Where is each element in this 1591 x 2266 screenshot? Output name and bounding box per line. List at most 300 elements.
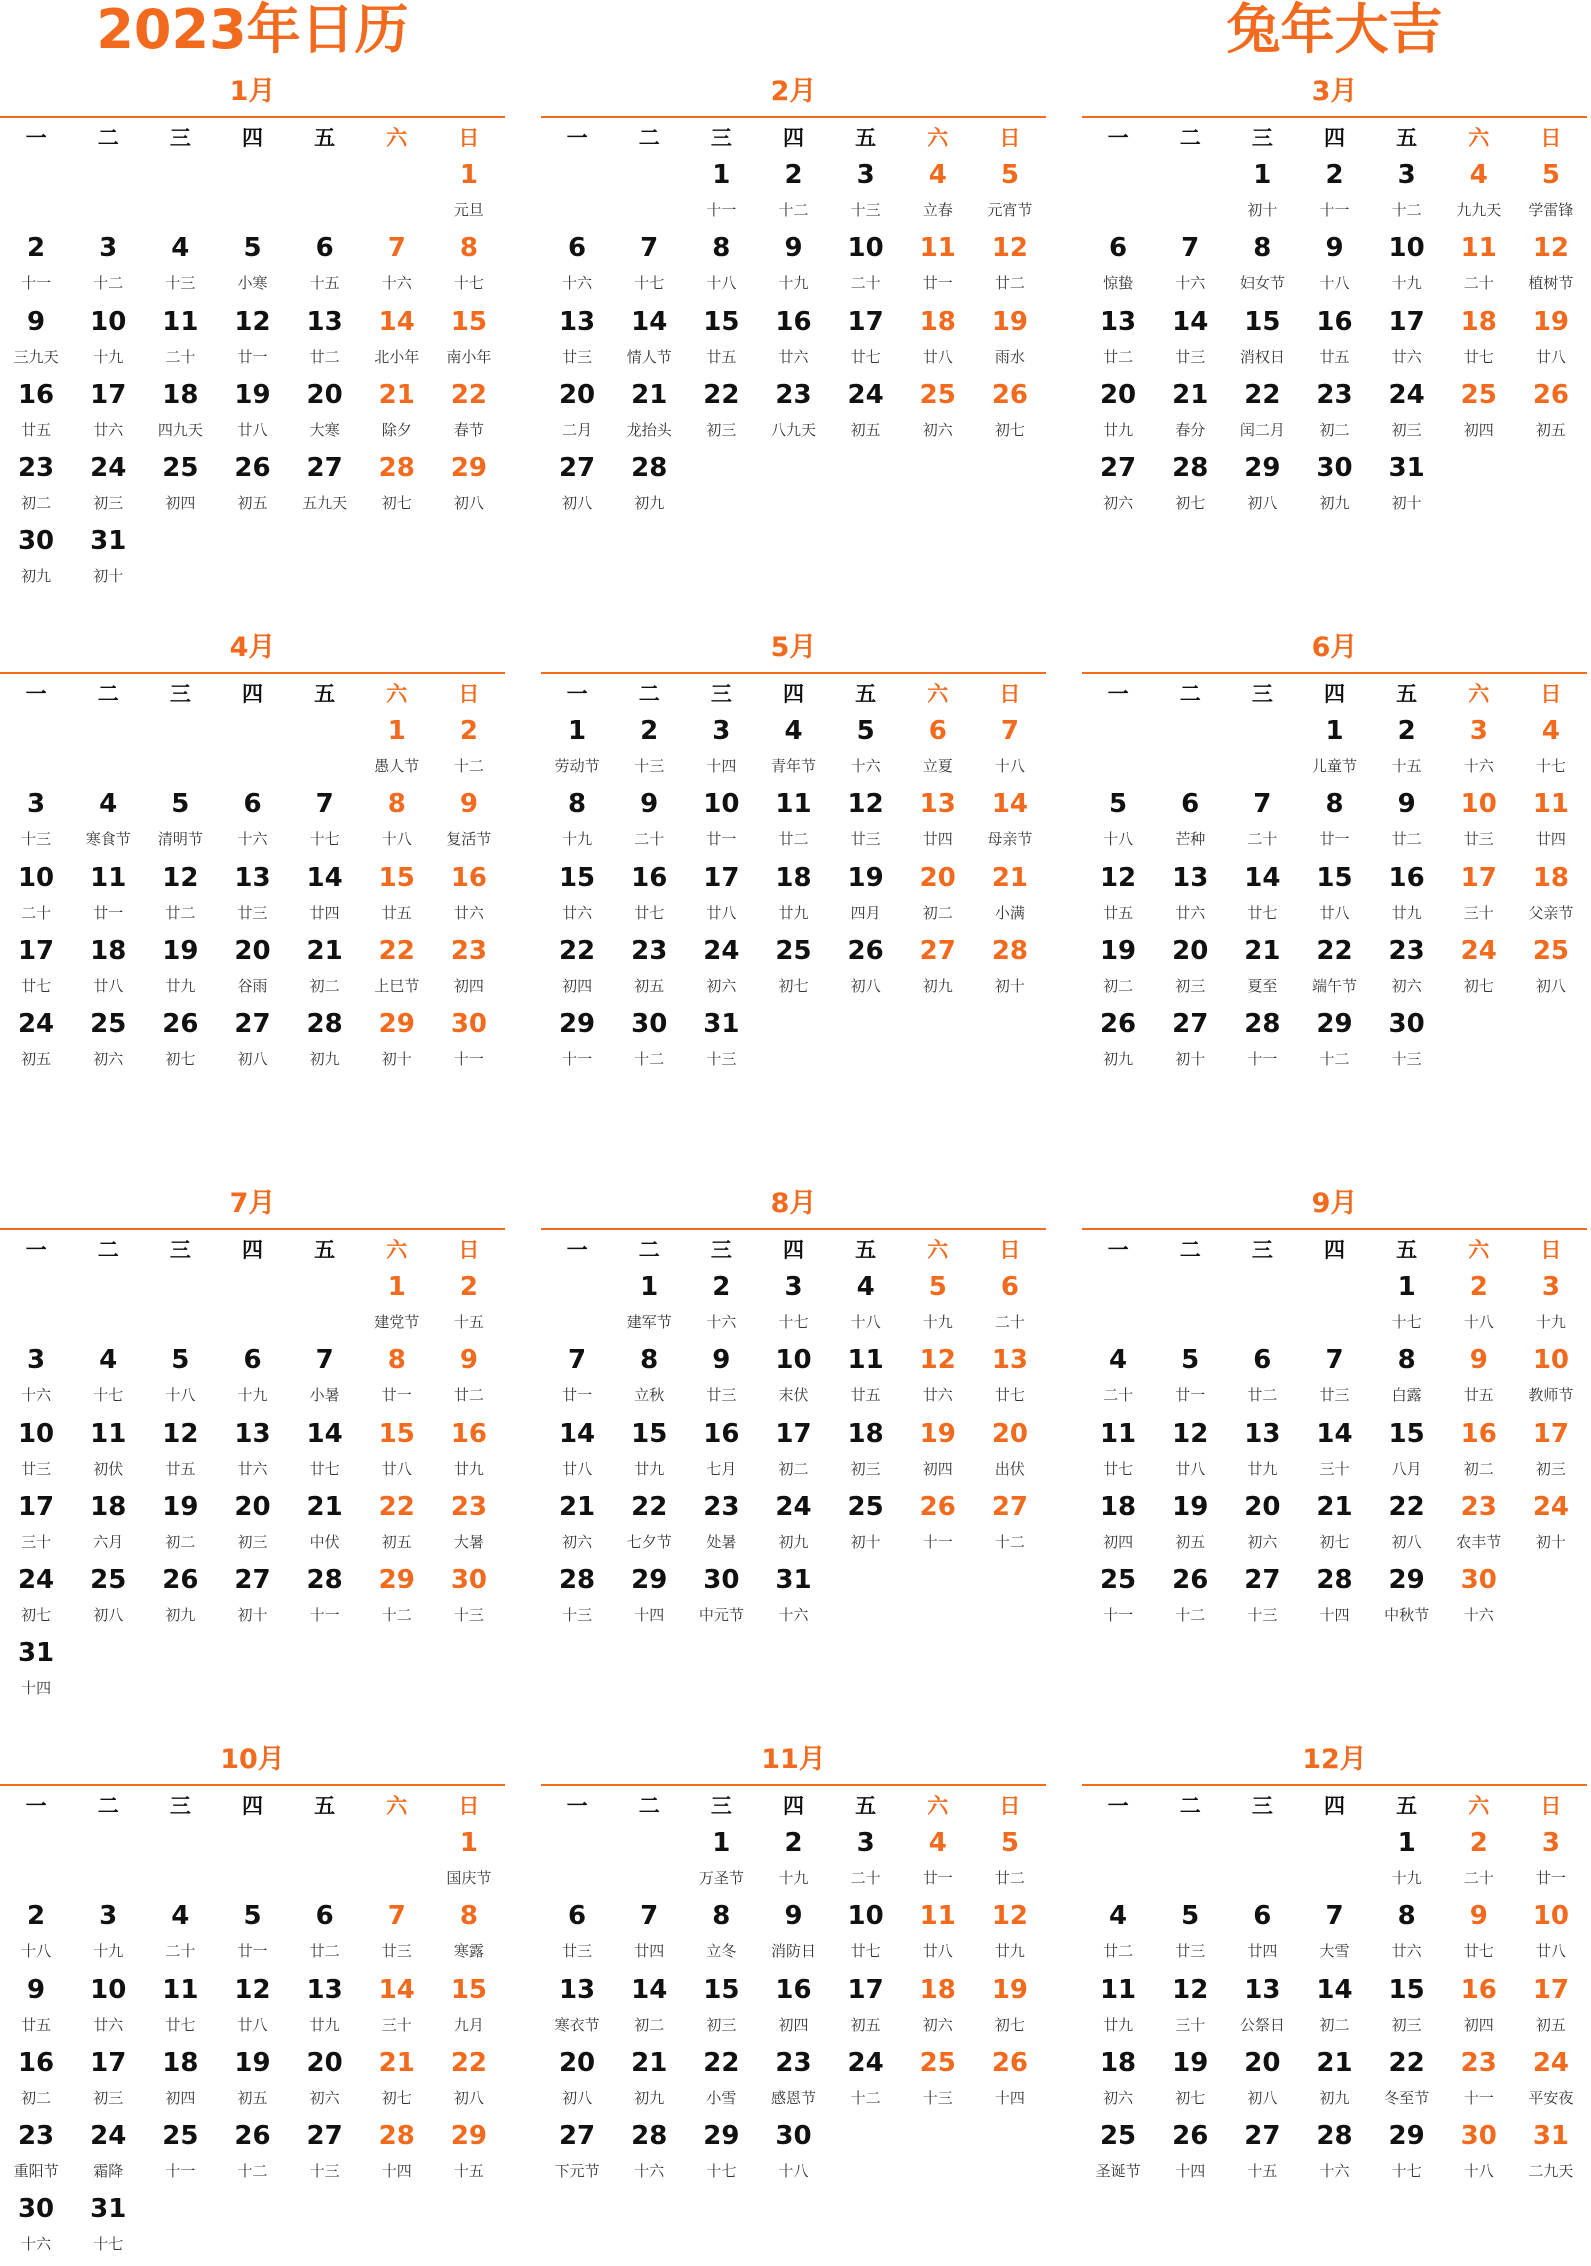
- day-cell: [1515, 1343, 1587, 1413]
- day-number: 11: [90, 1418, 127, 1449]
- weekday-label: 一: [25, 1238, 47, 1262]
- day-number: 4: [928, 1828, 947, 1858]
- lunar-date-label: 廿七: [1463, 1942, 1494, 1961]
- day-number: 31: [775, 1565, 812, 1596]
- day-cell: [830, 1417, 902, 1487]
- day-number: 6: [1000, 1272, 1019, 1302]
- day-cell: [757, 1490, 829, 1560]
- day-number: 5: [1541, 160, 1560, 190]
- lunar-date-label: 初十: [93, 567, 124, 586]
- weekday-label: 四: [1323, 1238, 1345, 1262]
- lunar-date-label: 廿三: [1463, 830, 1494, 849]
- weekday-label: 五: [1396, 1794, 1418, 1818]
- empty-day-cell: [541, 158, 613, 228]
- day-cell: [974, 1899, 1046, 1969]
- lunar-date-label: 十三: [634, 757, 665, 775]
- day-cell: [1443, 1270, 1515, 1340]
- lunar-date-label: 十三: [850, 201, 881, 219]
- day-number: 12: [162, 1418, 199, 1449]
- lunar-date-label: 十七: [453, 274, 484, 293]
- day-cell: [361, 1007, 433, 1077]
- day-number: 16: [703, 1418, 740, 1449]
- lunar-date-label: 处暑: [706, 1532, 737, 1551]
- lunar-date-label: 初九: [309, 1050, 340, 1069]
- day-cell: [1443, 1973, 1515, 2043]
- lunar-date-label: 廿五: [381, 903, 412, 922]
- day-cell: [1082, 231, 1154, 301]
- day-cell: [1371, 2046, 1443, 2116]
- day-number: 19: [1099, 935, 1137, 966]
- lunar-date-label: 初五: [237, 494, 268, 513]
- weekday-label: 四: [782, 126, 804, 150]
- lunar-date-label: 初十: [1535, 1532, 1566, 1551]
- lunar-date-label: 十八: [850, 1313, 881, 1331]
- month-march: [1082, 68, 1587, 521]
- weekday-header: [541, 674, 1046, 714]
- day-cell: [541, 1007, 613, 1077]
- day-number: 10: [17, 1418, 55, 1449]
- weekday-label: 日: [999, 682, 1021, 706]
- month-title: 9月: [1082, 1180, 1587, 1230]
- lunar-date-label: 初九: [165, 1606, 196, 1625]
- weekday-label: 五: [314, 126, 336, 150]
- day-cell: [1226, 2046, 1298, 2116]
- day-cell: [1515, 1826, 1587, 1896]
- day-number: 25: [1532, 935, 1570, 966]
- day-cell: [757, 1826, 829, 1896]
- lunar-date-label: 廿六: [922, 1386, 953, 1405]
- day-number: 21: [631, 2047, 668, 2078]
- lunar-date-label: 大寒: [309, 420, 340, 439]
- day-number: 2: [784, 160, 803, 190]
- day-number: 9: [784, 1901, 803, 1932]
- day-cell: [613, 1007, 685, 1077]
- day-number: 31: [1532, 2121, 1570, 2152]
- lunar-date-label: 十三: [309, 2162, 340, 2181]
- month-december: [1082, 1736, 1587, 2189]
- lunar-date-label: 重阳节: [13, 2162, 59, 2181]
- day-cell: [1082, 934, 1154, 1004]
- lunar-date-label: 初四: [165, 494, 196, 513]
- day-cell: [1226, 934, 1298, 1004]
- lunar-date-label: 十二: [850, 2088, 881, 2107]
- weekday-label: 三: [169, 1794, 191, 1818]
- day-cell: [830, 787, 902, 857]
- day-cell: [685, 934, 757, 1004]
- lunar-date-label: 十五: [309, 274, 340, 293]
- lunar-date-label: 初八: [237, 1050, 268, 1069]
- day-cell: [1515, 1270, 1587, 1340]
- day-cell: [1154, 1563, 1226, 1633]
- empty-day-cell: [1082, 1826, 1154, 1896]
- day-number: 1: [459, 1828, 478, 1858]
- lunar-date-label: 廿五: [706, 347, 737, 366]
- lunar-date-label: 大暑: [453, 1532, 484, 1551]
- day-number: 8: [712, 233, 731, 264]
- day-cell: [0, 524, 72, 594]
- day-cell: [613, 1490, 685, 1560]
- day-number: 10: [847, 1901, 884, 1932]
- day-cell: [613, 451, 685, 521]
- lunar-date-label: 二十: [1463, 274, 1494, 293]
- day-cell: [974, 1343, 1046, 1413]
- day-cell: [216, 787, 288, 857]
- day-number: 26: [1532, 379, 1570, 410]
- weekday-label: 三: [1251, 682, 1273, 706]
- day-number: 5: [1000, 160, 1019, 190]
- lunar-date-label: 初三: [706, 2015, 737, 2034]
- day-cell: [216, 1007, 288, 1077]
- month-september: [1082, 1180, 1587, 1633]
- weekday-label: 六: [927, 1794, 949, 1818]
- day-number: 29: [1316, 1009, 1353, 1040]
- day-cell: [216, 1973, 288, 2043]
- day-number: 21: [1172, 379, 1209, 410]
- day-cell: [1298, 1973, 1370, 2043]
- lunar-date-label: 初七: [21, 1606, 52, 1625]
- day-number: 2: [712, 1272, 731, 1302]
- lunar-date-label: 圣诞节: [1095, 2162, 1141, 2181]
- day-cell: [1371, 1343, 1443, 1413]
- day-number: 5: [928, 1272, 947, 1302]
- lunar-date-label: 初七: [1319, 1532, 1350, 1551]
- lunar-date-label: 公祭日: [1239, 2015, 1285, 2034]
- day-cell: [216, 1417, 288, 1487]
- day-cell: [1082, 305, 1154, 375]
- lunar-date-label: 廿一: [922, 1869, 953, 1887]
- lunar-date-label: 十八: [994, 757, 1025, 775]
- day-cell: [1371, 1826, 1443, 1896]
- day-cell: [0, 934, 72, 1004]
- day-cell: [433, 1343, 505, 1413]
- day-number: 2: [640, 716, 659, 746]
- day-number: 24: [703, 935, 740, 966]
- day-cell: [1082, 1563, 1154, 1633]
- lunar-date-label: 谷雨: [237, 976, 268, 995]
- day-cell: [685, 1826, 757, 1896]
- day-cell: [144, 1490, 216, 1560]
- day-cell: [1443, 934, 1515, 1004]
- lunar-date-label: 六月: [93, 1532, 124, 1551]
- month-title: 4月: [0, 624, 505, 674]
- day-cell: [1226, 305, 1298, 375]
- day-cell: [72, 1899, 144, 1969]
- day-cell: [1298, 1007, 1370, 1077]
- day-cell: [613, 1563, 685, 1633]
- day-cell: [0, 231, 72, 301]
- day-number: 30: [631, 1009, 668, 1040]
- day-number: 1: [387, 716, 406, 746]
- day-number: 18: [1099, 1491, 1137, 1522]
- day-cell: [144, 861, 216, 931]
- day-number: 28: [306, 1009, 343, 1040]
- day-cell: [144, 787, 216, 857]
- month-january: [0, 68, 505, 594]
- weekday-label: 四: [241, 1238, 263, 1262]
- day-number: 26: [991, 2047, 1029, 2078]
- day-number: 5: [1181, 1345, 1200, 1376]
- lunar-date-label: 初十: [850, 1532, 881, 1551]
- day-cell: [685, 1343, 757, 1413]
- day-cell: [1082, 2119, 1154, 2189]
- day-number: 3: [1469, 716, 1488, 746]
- day-number: 27: [306, 453, 343, 484]
- day-cell: [1371, 231, 1443, 301]
- day-cell: [1154, 1490, 1226, 1560]
- day-cell: [1515, 1490, 1587, 1560]
- day-number: 16: [1460, 1418, 1497, 1449]
- weekday-label: 三: [1251, 1794, 1273, 1818]
- day-cell: [289, 934, 361, 1004]
- day-number: 26: [847, 935, 884, 966]
- lunar-date-label: 十七: [634, 274, 665, 293]
- day-cell: [144, 1973, 216, 2043]
- lunar-date-label: 十一: [922, 1532, 953, 1551]
- day-number: 3: [27, 789, 46, 820]
- lunar-date-label: 初九: [1103, 1050, 1134, 1069]
- day-cell: [1082, 1973, 1154, 2043]
- lunar-date-label: 初二: [778, 1459, 809, 1478]
- day-cell: [1082, 1490, 1154, 1560]
- lunar-date-label: 初三: [237, 1532, 268, 1551]
- day-cell: [541, 714, 613, 784]
- day-number: 31: [703, 1009, 740, 1040]
- lunar-date-label: 劳动节: [554, 757, 600, 775]
- lunar-date-label: 十九: [778, 1869, 809, 1887]
- day-cell: [1154, 1973, 1226, 2043]
- lunar-date-label: 十九: [237, 1386, 268, 1405]
- weekday-label: 六: [927, 126, 949, 150]
- day-cell: [1226, 1490, 1298, 1560]
- days-grid: [0, 1270, 505, 1706]
- weekday-label: 二: [97, 682, 119, 706]
- lunar-date-label: 廿四: [922, 830, 953, 849]
- day-number: 16: [450, 862, 488, 893]
- empty-day-cell: [72, 158, 144, 228]
- day-number: 27: [234, 1565, 271, 1596]
- day-number: 6: [1181, 789, 1200, 820]
- day-cell: [1082, 1417, 1154, 1487]
- day-number: 18: [90, 1491, 127, 1522]
- lunar-date-label: 廿六: [453, 903, 484, 922]
- day-number: 1: [1397, 1828, 1416, 1858]
- day-number: 12: [234, 306, 271, 337]
- day-number: 28: [1172, 453, 1209, 484]
- day-cell: [144, 1563, 216, 1633]
- day-cell: [1443, 1490, 1515, 1560]
- lunar-date-label: 十七: [1391, 1313, 1422, 1331]
- day-cell: [0, 451, 72, 521]
- lunar-date-label: 初七: [1175, 494, 1206, 513]
- weekday-label: 日: [1540, 682, 1562, 706]
- day-cell: [72, 451, 144, 521]
- day-cell: [1443, 378, 1515, 448]
- day-cell: [1154, 231, 1226, 301]
- lunar-date-label: 十六: [1175, 274, 1206, 293]
- day-number: 28: [378, 453, 415, 484]
- day-number: 13: [1099, 306, 1137, 337]
- day-cell: [289, 1490, 361, 1560]
- day-cell: [613, 231, 685, 301]
- lunar-date-label: 二十: [850, 274, 881, 293]
- day-cell: [757, 158, 829, 228]
- day-number: 2: [1325, 160, 1344, 190]
- day-number: 18: [90, 935, 127, 966]
- day-cell: [289, 1417, 361, 1487]
- day-cell: [613, 1417, 685, 1487]
- day-cell: [685, 861, 757, 931]
- day-cell: [289, 451, 361, 521]
- day-number: 2: [459, 1272, 478, 1302]
- day-number: 7: [640, 233, 659, 264]
- day-number: 16: [775, 306, 812, 337]
- lunar-date-label: 十三: [1247, 1606, 1278, 1625]
- day-number: 17: [703, 862, 740, 893]
- month-title: 6月: [1082, 624, 1587, 674]
- day-number: 17: [847, 1974, 884, 2005]
- month-title: 8月: [541, 1180, 1046, 1230]
- lunar-date-label: 下元节: [554, 2162, 600, 2181]
- day-cell: [0, 305, 72, 375]
- lunar-date-label: 十八: [706, 274, 737, 293]
- lunar-date-label: 十八: [165, 1386, 196, 1405]
- lunar-date-label: 初二: [1319, 420, 1350, 439]
- day-number: 30: [1388, 1009, 1425, 1040]
- day-number: 24: [90, 453, 127, 484]
- day-number: 19: [991, 1974, 1029, 2005]
- lunar-date-label: 初六: [562, 1532, 593, 1551]
- day-number: 22: [1316, 935, 1353, 966]
- day-cell: [361, 2119, 433, 2189]
- day-number: 12: [234, 1974, 271, 2005]
- day-cell: [613, 861, 685, 931]
- day-number: 7: [1253, 789, 1272, 820]
- lunar-date-label: 十六: [706, 1313, 737, 1331]
- weekday-label: 日: [1540, 126, 1562, 150]
- empty-day-cell: [216, 158, 288, 228]
- weekday-label: 一: [1107, 1794, 1129, 1818]
- day-number: 5: [171, 789, 190, 820]
- day-number: 21: [306, 935, 343, 966]
- lunar-date-label: 小寒: [237, 274, 268, 293]
- lunar-date-label: 立冬: [706, 1942, 737, 1961]
- day-number: 13: [991, 1345, 1029, 1376]
- day-cell: [1515, 2119, 1587, 2189]
- day-cell: [289, 1343, 361, 1413]
- days-grid: [541, 1270, 1046, 1633]
- day-number: 1: [1397, 1272, 1416, 1302]
- day-number: 5: [1181, 1901, 1200, 1932]
- weekday-label: 四: [782, 1794, 804, 1818]
- day-number: 18: [162, 2047, 199, 2078]
- lunar-date-label: 初八: [1391, 1532, 1422, 1551]
- day-number: 27: [991, 1491, 1029, 1522]
- day-cell: [216, 934, 288, 1004]
- day-cell: [1515, 714, 1587, 784]
- lunar-date-label: 十一: [165, 2162, 196, 2181]
- day-number: 20: [1244, 2047, 1281, 2078]
- day-number: 26: [162, 1565, 199, 1596]
- day-number: 16: [450, 1418, 488, 1449]
- day-number: 2: [1469, 1272, 1488, 1302]
- day-number: 30: [703, 1565, 740, 1596]
- lunar-date-label: 初二: [21, 2088, 52, 2107]
- day-number: 20: [558, 379, 596, 410]
- month-title: 7月: [0, 1180, 505, 1230]
- day-number: 18: [1099, 2047, 1137, 2078]
- day-number: 27: [558, 2121, 596, 2152]
- lunar-date-label: 十六: [562, 274, 593, 293]
- lunar-date-label: 十九: [93, 1942, 124, 1961]
- day-cell: [144, 934, 216, 1004]
- lunar-date-label: 四月: [850, 903, 881, 922]
- empty-day-cell: [1154, 714, 1226, 784]
- day-cell: [757, 1973, 829, 2043]
- day-number: 4: [1109, 1901, 1128, 1932]
- days-grid: [1082, 1270, 1587, 1633]
- lunar-date-label: 儿童节: [1311, 757, 1357, 775]
- day-cell: [974, 1417, 1046, 1487]
- day-number: 24: [90, 2121, 127, 2152]
- weekday-label: 一: [1107, 1238, 1129, 1262]
- weekday-label: 日: [458, 1238, 480, 1262]
- lunar-date-label: 初七: [165, 1050, 196, 1069]
- lunar-date-label: 廿六: [1175, 903, 1206, 922]
- day-number: 8: [459, 233, 478, 264]
- day-cell: [1515, 2046, 1587, 2116]
- lunar-date-label: 十五: [453, 1313, 484, 1331]
- day-number: 25: [919, 2047, 956, 2078]
- day-cell: [0, 1490, 72, 1560]
- day-cell: [1371, 1899, 1443, 1969]
- day-number: 6: [243, 1345, 262, 1376]
- lunar-date-label: 二十: [1463, 1869, 1494, 1887]
- lunar-date-label: 廿七: [165, 2015, 196, 2034]
- day-number: 3: [712, 716, 731, 746]
- day-number: 11: [919, 1901, 956, 1932]
- weekday-label: 五: [855, 1794, 877, 1818]
- day-number: 28: [991, 935, 1029, 966]
- lunar-date-label: 母亲节: [987, 830, 1033, 849]
- lunar-date-label: 十六: [21, 2235, 52, 2254]
- lunar-date-label: 十六: [237, 830, 268, 849]
- month-may: [541, 624, 1046, 1077]
- lunar-date-label: 二十: [1103, 1386, 1134, 1405]
- day-cell: [289, 1563, 361, 1633]
- lunar-date-label: 十六: [850, 757, 881, 775]
- lunar-date-label: 初四: [453, 976, 484, 995]
- day-number: 22: [703, 379, 740, 410]
- day-number: 7: [387, 1901, 406, 1932]
- lunar-date-label: 初五: [1535, 2015, 1566, 2034]
- weekday-label: 一: [25, 126, 47, 150]
- empty-day-cell: [0, 1826, 72, 1896]
- day-number: 20: [1172, 935, 1209, 966]
- day-cell: [433, 714, 505, 784]
- day-number: 29: [703, 2121, 740, 2152]
- day-number: 2: [27, 233, 46, 264]
- day-cell: [902, 1270, 974, 1340]
- day-cell: [144, 1007, 216, 1077]
- new-year-slogan: 兔年大吉: [1226, 0, 1443, 61]
- day-cell: [1082, 1899, 1154, 1969]
- day-cell: [1515, 158, 1587, 228]
- lunar-date-label: 初七: [381, 494, 412, 513]
- day-cell: [144, 451, 216, 521]
- day-cell: [1082, 378, 1154, 448]
- lunar-date-label: 十一: [1463, 2088, 1494, 2107]
- lunar-date-label: 初七: [994, 2015, 1025, 2034]
